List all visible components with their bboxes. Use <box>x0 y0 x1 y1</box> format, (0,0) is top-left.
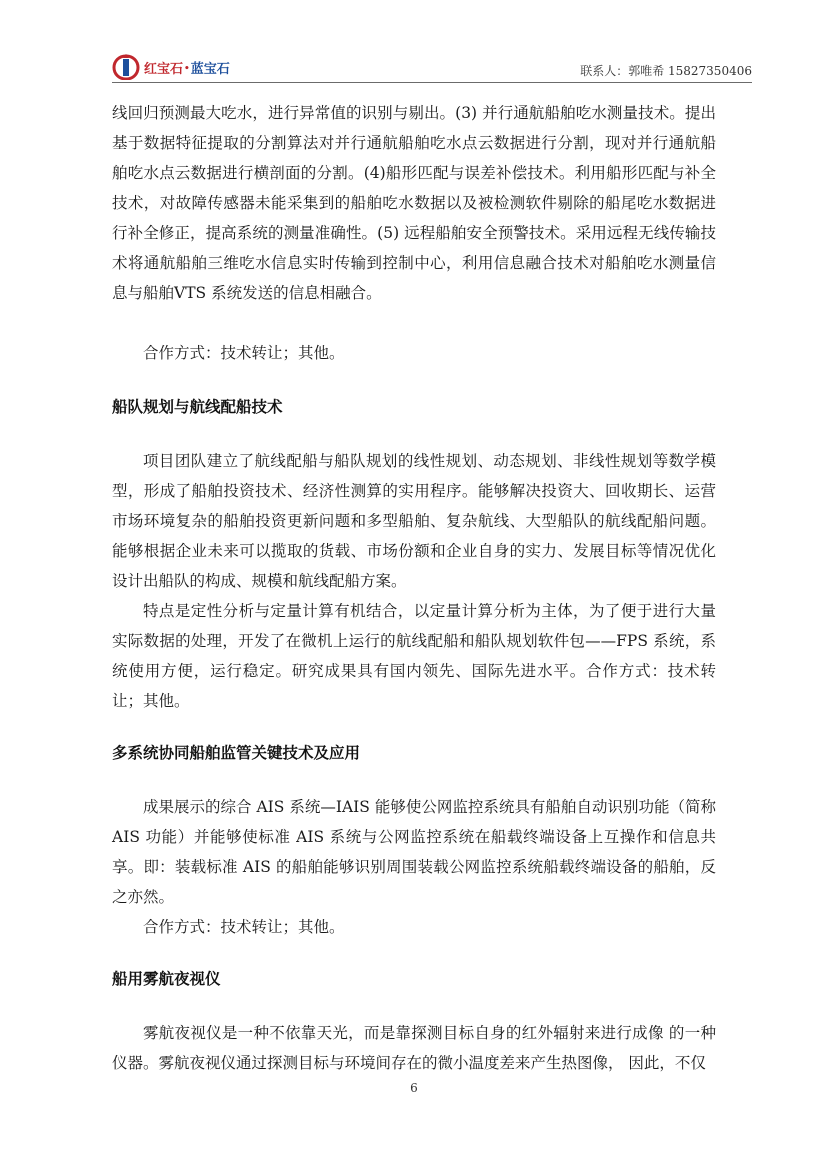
paragraph: 雾航夜视仪是一种不依靠天光，而是靠探测目标自身的红外辐射来进行成像 的一种仪器。雾航夜视仪通过探测目标与环境间存在的微小温度差来产生热图像， 因此，不仅 <box>112 1024 716 1072</box>
paragraph: 特点是定性分析与定量计算有机结合，以定量计算分析为主体，为了便于进行大量实际数据的处理，开发了在微机上运行的航线配船和船队规划软件包——FPS 系统，系统使用方便，运行稳定。研究成果具有国内领先、国际先进水平。合作方式：技术转让；其他。 <box>112 602 716 710</box>
section-title: 船用雾航夜视仪 <box>112 970 221 988</box>
paragraph: 合作方式：技术转让；其他。 <box>143 344 345 362</box>
logo-red-text: 红宝石 <box>144 61 184 77</box>
logo-dot: • <box>184 63 190 74</box>
company-logo <box>112 54 230 80</box>
logo-text <box>144 58 230 77</box>
gem-logo-icon <box>112 54 140 80</box>
logo-blue-text: 蓝宝石 <box>190 61 230 77</box>
section-title: 船队规划与航线配船技术 <box>112 398 283 416</box>
document-body <box>112 98 716 1078</box>
page-header <box>112 52 752 84</box>
header-divider <box>112 82 752 83</box>
contact-info: 联系人：郭唯希 15827350406 <box>580 64 752 78</box>
section-title: 多系统协同船舶监管关键技术及应用 <box>112 744 361 762</box>
page-number: 6 <box>410 1081 418 1095</box>
paragraph: 合作方式：技术转让；其他。 <box>143 918 345 936</box>
paragraph: 成果展示的综合 AIS 系统—IAIS 能够使公网监控系统具有船舶自动识别功能（简称 AIS 功能）并能够使标准 AIS 系统与公网监控系统在船载终端设备上互操作和信息共享。即：装载标准 AIS 的船舶能够识别周围装载公网监控系统船载终端设备的船舶，反之亦然。 <box>112 798 716 906</box>
paragraph: 项目团队建立了航线配船与船队规划的线性规划、动态规划、非线性规划等数学模型，形成了船舶投资技术、经济性测算的实用程序。能够解决投资大、回收期长、运营市场环境复杂的船舶投资更新问题和多型船舶、复杂航线、大型船队的航线配船问题。能够根据企业未来可以揽取的货载、市场份额和企业自身的实力、发展目标等情况优化设计出船队的构成、规模和航线配船方案。 <box>112 452 716 590</box>
paragraph: 线回归预测最大吃水，进行异常值的识别与剔出。(3) 并行通航船舶吃水测量技术。提出基于数据特征提取的分割算法对并行通航船舶吃水点云数据进行分割，现对并行通航船舶吃水点云数据进行横剖面的分割。(4)船形匹配与误差补偿技术。利用船形匹配与补全技术，对故障传感器未能采集到的船舶吃水数据以及被检测软件剔除的船尾吃水数据进行补全修正，提高系统的测量准确性。(5) 远程船舶安全预警技术。采用远程无线传输技术将通航船舶三维吃水信息实时传输到控制中心，利用信息融合技术对船舶吃水测量信息与船舶VTS 系统发送的信息相融合。 <box>112 104 716 302</box>
